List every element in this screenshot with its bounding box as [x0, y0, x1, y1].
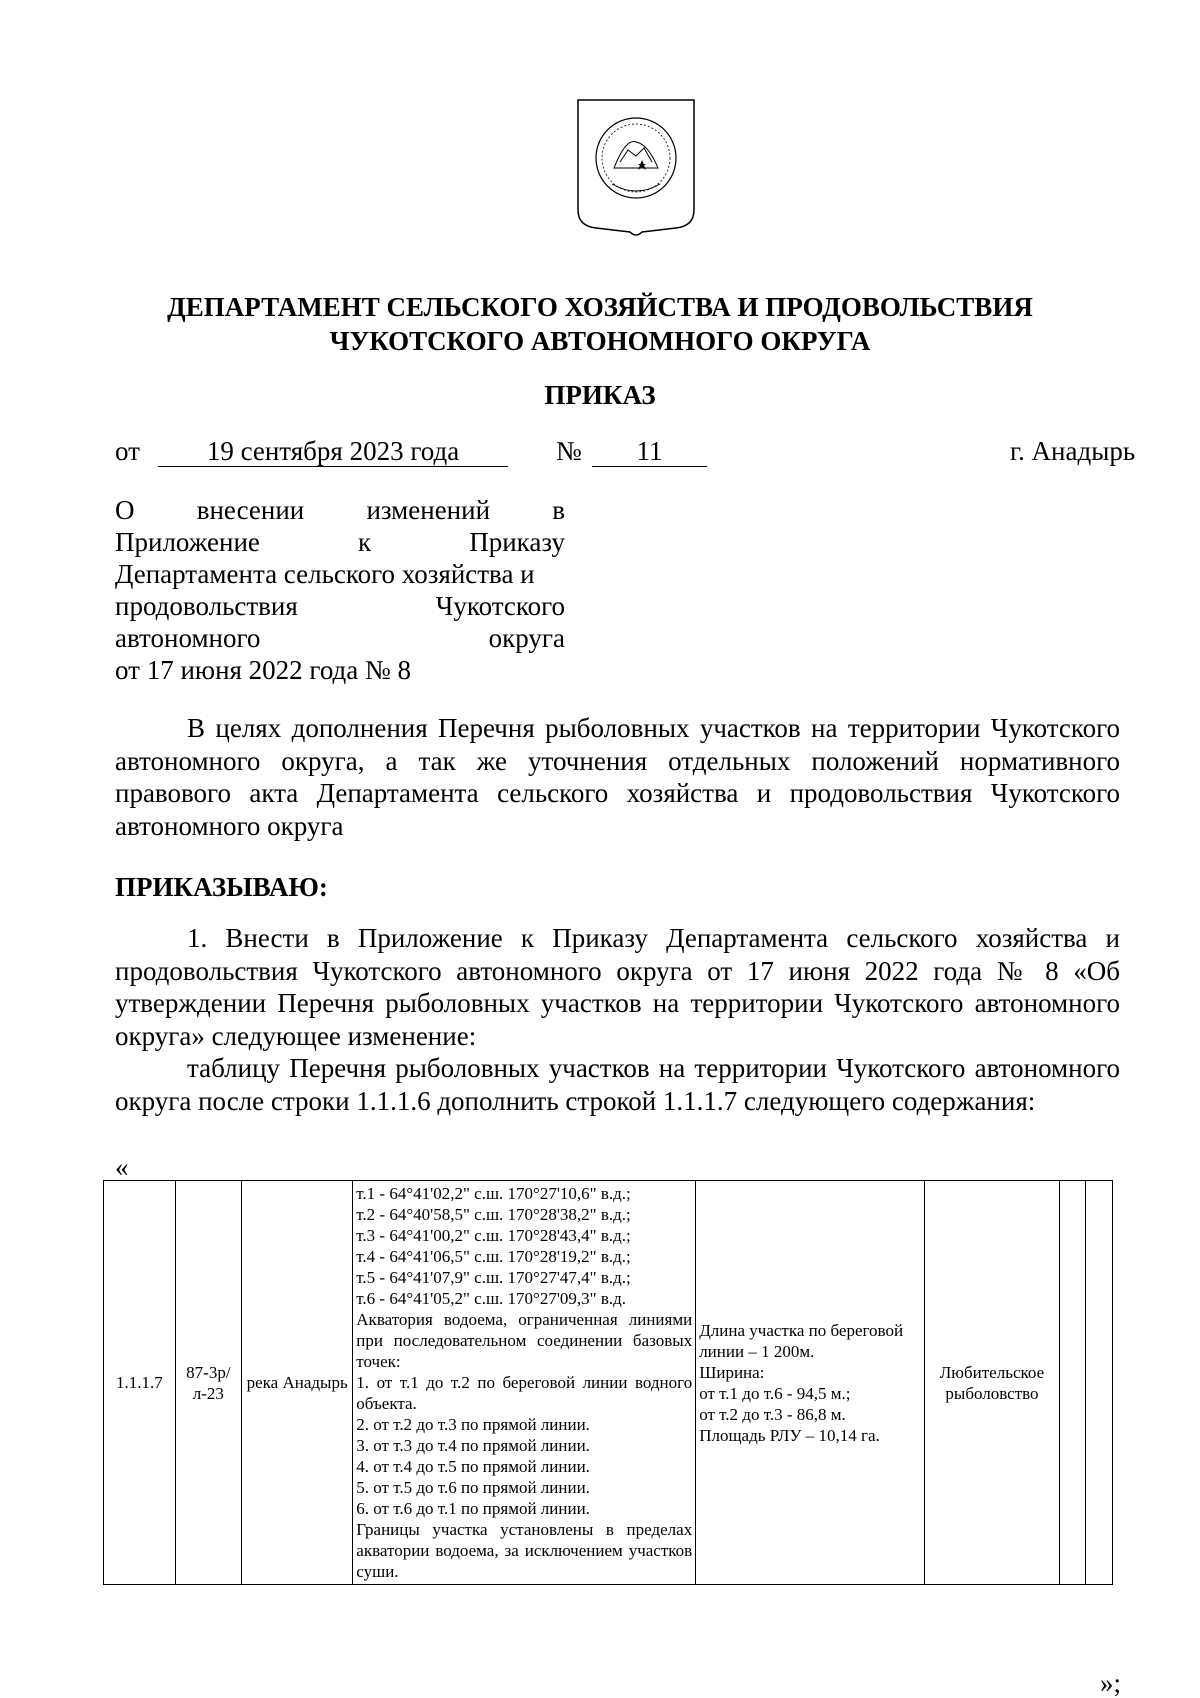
coordinate-2: т.2 - 64°40'58,5" с.ш. 170°28'38,2" в.д.; — [356, 1205, 631, 1224]
quote-close: »; — [1100, 1668, 1122, 1698]
table-row — [104, 1181, 1113, 1585]
area-note: Границы участка установлены в пределах акватории водоема, за исключением участков суши. — [356, 1520, 693, 1581]
order-subject — [115, 494, 565, 686]
subject-line-4: продовольствия Чукотского — [115, 591, 565, 621]
from-label: от — [115, 436, 140, 466]
boundary-step-6: 6. от т.6 до т.1 по прямой линии. — [356, 1499, 590, 1518]
dimension-width-label: Ширина: — [699, 1362, 765, 1382]
dimension-area: Площадь РЛУ – 10,14 га. — [699, 1425, 880, 1445]
area-code: 87-3р/л-23 — [175, 1181, 241, 1585]
quote-open: « — [115, 1152, 129, 1182]
subject-line-1: О внесении изменений в — [115, 495, 565, 525]
city: г. Анадырь — [1010, 436, 1136, 466]
coordinate-1: т.1 - 64°41'02,2" с.ш. 170°27'10,6" в.д.; — [356, 1184, 631, 1203]
item-1-detail-paragraph: таблицу Перечня рыболовных участков на территории Чукотского автономного округа после строки 1.1.1.6 дополнить строкой 1.1.1.7 следующего содержания: — [115, 1053, 1120, 1116]
area-boundaries — [353, 1181, 696, 1585]
dimension-length: Длина участка по береговой линии – 1 200м. — [699, 1320, 904, 1361]
subject-line-2: Приложение к Приказу — [115, 527, 565, 557]
coordinate-5: т.5 - 64°41'07,9" с.ш. 170°27'47,4" в.д.; — [356, 1268, 631, 1287]
intro-paragraph: В целях дополнения Перечня рыболовных участков на территории Чукотского автономного округа, а так же уточнения отдельных положений нормативного правового акта Департамента сельского хозяйства и продовольствия Чукотского автономного округа — [115, 713, 1120, 841]
coordinate-3: т.3 - 64°41'00,2" с.ш. 170°28'43,4" в.д.; — [356, 1226, 631, 1245]
subject-line-5: автономного округа — [115, 623, 565, 653]
document-type: ПРИКАЗ — [544, 380, 656, 410]
department-title-line1: ДЕПАРТАМЕНТ СЕЛЬСКОГО ХОЗЯЙСТВА И ПРОДОВОЛЬСТВИЯ — [167, 292, 1033, 322]
subject-line-6: от 17 июня 2022 года № 8 — [115, 655, 412, 685]
department-title-line2: ЧУКОТСКОГО АВТОНОМНОГО ОКРУГА — [329, 326, 871, 356]
boundary-step-4: 4. от т.4 до т.5 по прямой линии. — [356, 1457, 590, 1476]
dateline — [0, 436, 1200, 470]
boundary-step-3: 3. от т.3 до т.4 по прямой линии. — [356, 1436, 590, 1455]
subject-line-3: Департамента сельского хозяйства и — [115, 559, 535, 589]
area-intro: Акватория водоема, ограниченная линиями при последовательном соединении базовых точек: — [356, 1310, 693, 1371]
area-dimensions — [696, 1181, 925, 1585]
dimension-width-2: от т.2 до т.3 - 86,8 м. — [699, 1404, 846, 1424]
fishing-area-table — [103, 1180, 1113, 1585]
order-date: 19 сентября 2023 года — [158, 436, 508, 467]
water-body: река Анадырь — [242, 1181, 353, 1585]
coat-of-arms-emblem — [576, 98, 696, 240]
order-number: 11 — [592, 436, 707, 467]
usage-purpose: Любительское рыболовство — [925, 1181, 1060, 1585]
empty-cell — [1086, 1181, 1113, 1585]
row-number: 1.1.1.7 — [104, 1181, 176, 1585]
empty-cell — [1059, 1181, 1086, 1585]
boundary-step-1: 1. от т.1 до т.2 по береговой линии водного объекта. — [356, 1373, 693, 1413]
item-1-paragraph: 1. Внести в Приложение к Приказу Департамента сельского хозяйства и продовольствия Чукотского автономного округа от 17 июня 2022 года № 8 «Об утверждении Перечня рыболовных участков на территории Чукотского автономного округа» следующее изменение: — [115, 923, 1120, 1051]
order-word: ПРИКАЗЫВАЮ: — [115, 872, 328, 902]
boundary-step-2: 2. от т.2 до т.3 по прямой линии. — [356, 1415, 590, 1434]
dimension-width-1: от т.1 до т.6 - 94,5 м.; — [699, 1383, 851, 1403]
boundary-step-5: 5. от т.5 до т.6 по прямой линии. — [356, 1478, 590, 1497]
coordinate-6: т.6 - 64°41'05,2" с.ш. 170°27'09,3" в.д. — [356, 1289, 627, 1308]
coordinate-4: т.4 - 64°41'06,5" с.ш. 170°28'19,2" в.д.; — [356, 1247, 631, 1266]
number-label: № — [556, 436, 582, 466]
